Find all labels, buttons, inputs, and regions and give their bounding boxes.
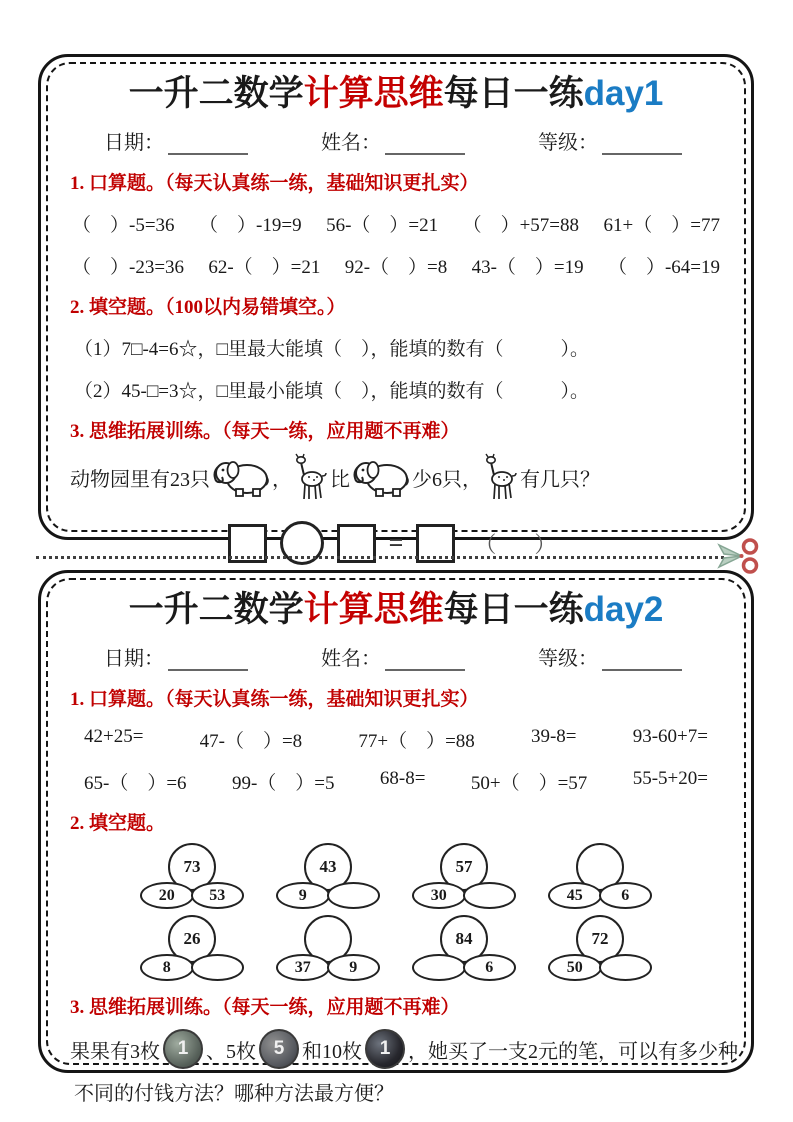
title-day-badge: day1 bbox=[583, 74, 664, 113]
bond-total-circle: 43 bbox=[304, 843, 352, 891]
coin-value: 1 bbox=[177, 1038, 189, 1059]
word-problem-day2-line2: 不同的付钱方法？哪种方法最方便？ bbox=[74, 1083, 394, 1105]
elephant-icon bbox=[212, 456, 270, 498]
number-bond bbox=[548, 843, 652, 907]
section-heading-fill: 2. 填空题。 bbox=[70, 813, 166, 834]
number-bond bbox=[140, 843, 244, 907]
card-inner-border bbox=[46, 62, 746, 557]
section-heading-thinking: 3. 思维拓展训练。（每天一练，应用题不再难） bbox=[70, 997, 460, 1018]
name-blank[interactable] bbox=[385, 649, 465, 671]
problem-text: 少6只， bbox=[412, 468, 482, 491]
coin-5-jiao-icon bbox=[259, 1029, 299, 1069]
grade-field bbox=[538, 642, 682, 671]
coin-1-jiao-icon bbox=[365, 1029, 405, 1069]
name-field bbox=[321, 126, 465, 155]
answer-unit-paren[interactable]: （ ） bbox=[474, 531, 565, 557]
bond-part-left: 50 bbox=[548, 954, 602, 981]
equation: 43-（ ）=19 bbox=[471, 257, 584, 278]
bond-part-left: 45 bbox=[548, 882, 602, 909]
bond-total-circle: 57 bbox=[440, 843, 488, 891]
bond-part-left: 8 bbox=[140, 954, 194, 981]
equals-sign: = bbox=[388, 528, 404, 557]
equation: 47-（ ）=8 bbox=[199, 731, 303, 752]
problem-text: 有几只？ bbox=[520, 468, 600, 491]
number-bond bbox=[276, 843, 380, 907]
number-bond bbox=[140, 915, 244, 979]
problem-text: 、5枚 bbox=[206, 1040, 256, 1063]
header-fields bbox=[70, 126, 722, 155]
cut-line bbox=[36, 556, 724, 559]
card-inner-border bbox=[46, 578, 746, 1105]
section-heading-oral: 1. 口算题。（每天认真练一练，基础知识更扎实） bbox=[70, 173, 479, 194]
equation: 62-（ ）=21 bbox=[208, 257, 321, 278]
problem-text: 果果有3枚 bbox=[70, 1040, 160, 1063]
problem-text: ，她买了一支2元的笔，可以有多少种 bbox=[408, 1040, 738, 1063]
equation: （ ）+57=88 bbox=[462, 215, 580, 236]
date-field bbox=[104, 642, 248, 671]
problem-text: 比 bbox=[330, 468, 350, 491]
name-label: 姓名： bbox=[321, 132, 381, 154]
fill-item-2: （2）45-□=3☆，□里最小能填（ ），能填的数有（ ）。 bbox=[74, 381, 589, 402]
equation: （ ）-5=36 bbox=[72, 215, 175, 236]
bond-part-right[interactable] bbox=[599, 954, 653, 981]
bond-part-right: 53 bbox=[191, 882, 245, 909]
bond-total-circle: 26 bbox=[168, 915, 216, 963]
bond-total-circle: 72 bbox=[576, 915, 624, 963]
problem-text: 动物园里有23只 bbox=[70, 468, 210, 491]
title-day-badge: day2 bbox=[583, 590, 664, 629]
equation: （ ）-19=9 bbox=[199, 215, 302, 236]
problem-text: 和10枚 bbox=[302, 1040, 362, 1063]
date-blank[interactable] bbox=[168, 649, 248, 671]
bond-part-right: 6 bbox=[599, 882, 653, 909]
title-suffix: 每日一练 bbox=[443, 74, 584, 113]
date-field bbox=[104, 126, 248, 155]
worksheet-title-day2 bbox=[70, 588, 722, 632]
equation: 39-8= bbox=[530, 726, 577, 747]
bond-part-left: 9 bbox=[276, 882, 330, 909]
name-blank[interactable] bbox=[385, 133, 465, 155]
name-label: 姓名： bbox=[321, 648, 381, 670]
number-bonds-row-1 bbox=[70, 843, 722, 907]
title-highlight: 计算思维 bbox=[303, 590, 444, 629]
equation: 55-5+20= bbox=[632, 768, 708, 789]
fill-item-1: （1）7□-4=6☆，□里最大能填（ ），能填的数有（ ）。 bbox=[74, 339, 589, 360]
date-label: 日期： bbox=[104, 648, 164, 670]
title-highlight: 计算思维 bbox=[303, 74, 444, 113]
oral-row-1 bbox=[70, 726, 722, 753]
oral-row-2 bbox=[70, 768, 722, 795]
equation: 61+（ ）=77 bbox=[603, 215, 720, 236]
header-fields bbox=[70, 642, 722, 671]
date-label: 日期： bbox=[104, 132, 164, 154]
bond-part-right: 6 bbox=[463, 954, 517, 981]
grade-blank[interactable] bbox=[602, 133, 682, 155]
oral-row-2 bbox=[70, 252, 722, 279]
coin-value: 5 bbox=[273, 1038, 285, 1059]
bond-part-left: 37 bbox=[276, 954, 330, 981]
bond-total-circle: 84 bbox=[440, 915, 488, 963]
grade-label: 等级： bbox=[538, 132, 598, 154]
equation: 93-60+7= bbox=[632, 726, 708, 747]
date-blank[interactable] bbox=[168, 133, 248, 155]
word-problem-day1 bbox=[70, 453, 722, 501]
equation: 99-（ ）=5 bbox=[231, 773, 335, 794]
problem-text: ， bbox=[272, 468, 292, 491]
number-bond bbox=[276, 915, 380, 979]
equation: 92-（ ）=8 bbox=[344, 257, 448, 278]
number-bond bbox=[412, 843, 516, 907]
equation: 56-（ ）=21 bbox=[326, 215, 439, 236]
elephant-icon bbox=[352, 456, 410, 498]
equation: 50+（ ）=57 bbox=[470, 773, 588, 794]
equation: 68-8= bbox=[379, 768, 426, 789]
equation: 77+（ ）=88 bbox=[358, 731, 475, 752]
deer-icon bbox=[294, 453, 328, 501]
grade-field bbox=[538, 126, 682, 155]
section-heading-oral: 1. 口算题。（每天认真练一练，基础知识更扎实） bbox=[70, 689, 479, 710]
equation: （ ）-64=19 bbox=[607, 257, 720, 278]
deer-icon bbox=[484, 453, 518, 501]
equation: 65-（ ）=6 bbox=[84, 773, 187, 794]
title-prefix: 一升二数学 bbox=[128, 590, 304, 629]
coin-value: 1 bbox=[379, 1038, 391, 1059]
equation: 42+25= bbox=[84, 726, 144, 747]
bond-part-left[interactable] bbox=[412, 954, 466, 981]
title-suffix: 每日一练 bbox=[443, 590, 584, 629]
worksheet-card-day2 bbox=[38, 570, 754, 1105]
section-heading-fill: 2. 填空题。（100以内易错填空。） bbox=[70, 297, 346, 318]
bond-part-left: 20 bbox=[140, 882, 194, 909]
oral-row-1 bbox=[70, 210, 722, 237]
worksheet-card-day1 bbox=[38, 54, 754, 557]
grade-blank[interactable] bbox=[602, 649, 682, 671]
number-bond bbox=[412, 915, 516, 979]
word-problem-day2 bbox=[70, 1029, 738, 1069]
bond-part-right[interactable] bbox=[191, 954, 245, 981]
title-prefix: 一升二数学 bbox=[128, 74, 304, 113]
bond-part-right[interactable] bbox=[327, 882, 381, 909]
equation: （ ）-23=36 bbox=[72, 257, 185, 278]
name-field bbox=[321, 642, 465, 671]
bond-part-left: 30 bbox=[412, 882, 466, 909]
bond-total-circle: 73 bbox=[168, 843, 216, 891]
bond-part-right[interactable] bbox=[463, 882, 517, 909]
bond-part-right: 9 bbox=[327, 954, 381, 981]
worksheet-title-day1 bbox=[70, 72, 722, 116]
number-bond bbox=[548, 915, 652, 979]
grade-label: 等级： bbox=[538, 648, 598, 670]
number-bonds-row-2 bbox=[70, 915, 722, 979]
section-heading-thinking: 3. 思维拓展训练。（每天一练，应用题不再难） bbox=[70, 421, 460, 442]
coin-1-yuan-icon bbox=[163, 1029, 203, 1069]
